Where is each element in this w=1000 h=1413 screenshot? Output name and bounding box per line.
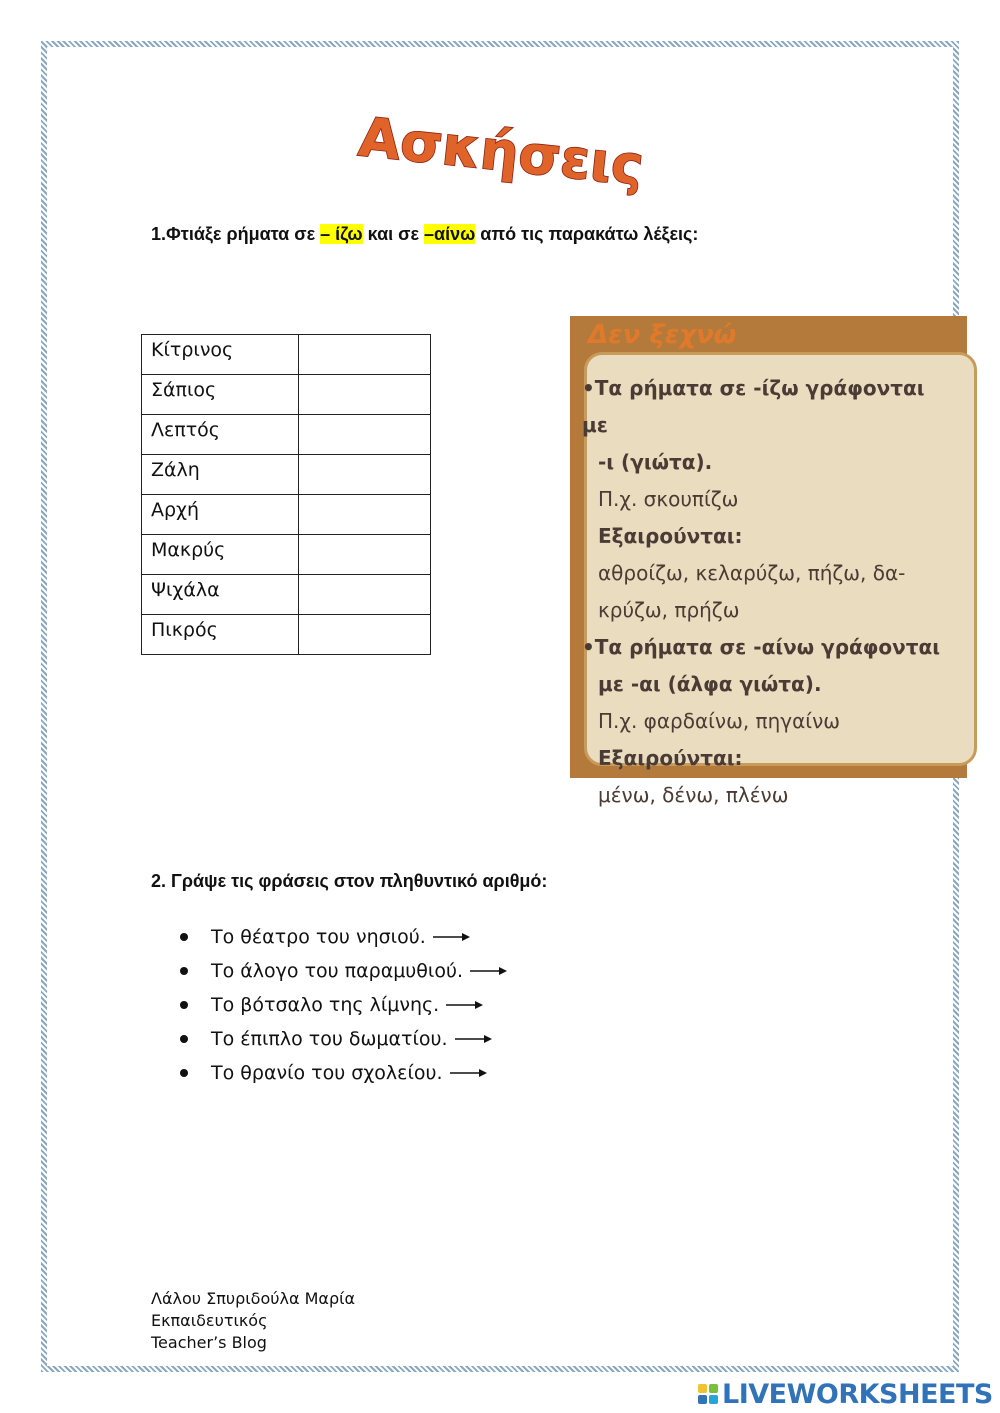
answer-cell[interactable] [299, 375, 431, 415]
worksheet-title [350, 105, 650, 198]
phrase-text: Το άλογο του παραμυθιού. [211, 960, 464, 982]
table-row [142, 615, 431, 655]
list-item [180, 1056, 509, 1090]
footer-role: Εκπαιδευτικός [151, 1311, 268, 1330]
note-line: αθροίζω, κελαρύζω, πήζω, δα- [598, 561, 906, 585]
words-table [141, 334, 431, 655]
answer-cell[interactable] [299, 415, 431, 455]
note-line: Π.χ. φαρδαίνω, πηγαίνω [598, 709, 840, 733]
liveworksheets-brand[interactable] [698, 1378, 993, 1410]
note-line: -ι (γιώτα). [598, 450, 713, 474]
answer-cell[interactable] [299, 615, 431, 655]
arrow-right-icon [432, 931, 472, 943]
note-line: μένω, δένω, πλένω [598, 783, 789, 807]
list-item [180, 988, 509, 1022]
bullet-icon [180, 933, 188, 941]
word-cell: Πικρός [142, 615, 299, 655]
list-item [180, 954, 509, 988]
answer-cell[interactable] [299, 495, 431, 535]
arrow-right-icon [445, 999, 485, 1011]
phrases-list [180, 920, 509, 1090]
note-line: •Τα ρήματα σε -αίνω γράφονται [582, 635, 941, 659]
answer-cell[interactable] [299, 575, 431, 615]
answer-cell[interactable] [299, 335, 431, 375]
word-cell: Λεπτός [142, 415, 299, 455]
table-row [142, 535, 431, 575]
note-line: •Τα ρήματα σε -ίζω γράφονται με [582, 376, 925, 437]
word-cell: Αρχή [142, 495, 299, 535]
table-row [142, 495, 431, 535]
bullet-icon [180, 1001, 188, 1009]
answer-cell[interactable] [299, 535, 431, 575]
table-row [142, 455, 431, 495]
phrase-text: Το θέατρο του νησιού. [211, 926, 426, 948]
word-cell: Ζάλη [142, 455, 299, 495]
answer-cell[interactable] [299, 455, 431, 495]
note-line: με -αι (άλφα γιώτα). [598, 672, 822, 696]
suffix-izo-highlight: – ίζω [320, 224, 363, 244]
liveworksheets-logo-icon [698, 1384, 718, 1404]
note-line: Εξαιρούνται: [598, 524, 743, 548]
arrow-right-icon [469, 965, 509, 977]
rule-note-photo [570, 316, 967, 807]
footer-blog: Teacher’s Blog [151, 1333, 267, 1352]
footer-author: Λάλου Σπυριδούλα Μαρία [151, 1289, 356, 1308]
phrase-text: Το βότσαλο της λίμνης. [211, 994, 440, 1016]
arrow-right-icon [449, 1067, 489, 1079]
title-text: Ασκήσεις [355, 105, 647, 198]
task1-text-middle: και σε [362, 224, 424, 244]
note-text [582, 370, 957, 814]
word-cell: Κίτρινος [142, 335, 299, 375]
word-cell: Ψιχάλα [142, 575, 299, 615]
note-line: Π.χ. σκουπίζω [598, 487, 739, 511]
arrow-right-icon [454, 1033, 494, 1045]
brand-text: LIVEWORKSHEETS [722, 1378, 993, 1410]
task1-instruction [151, 224, 698, 245]
note-heading: Δεν ξεχνώ [588, 320, 737, 350]
note-line: κρύζω, πρήζω [598, 598, 740, 622]
word-cell: Μακρύς [142, 535, 299, 575]
word-cell: Σάπιος [142, 375, 299, 415]
list-item [180, 920, 509, 954]
table-row [142, 335, 431, 375]
list-item [180, 1022, 509, 1056]
task2-instruction: 2. Γράψε τις φράσεις στον πληθυντικό αριθμό: [151, 871, 548, 891]
table-row [142, 375, 431, 415]
bullet-icon [180, 1069, 188, 1077]
table-row [142, 415, 431, 455]
bullet-icon [180, 1035, 188, 1043]
note-line: Εξαιρούνται: [598, 746, 743, 770]
task1-text-end: από τις παρακάτω λέξεις: [475, 224, 699, 244]
suffix-aino-highlight: –αίνω [424, 224, 476, 244]
phrase-text: Το θρανίο του σχολείου. [211, 1062, 443, 1084]
task1-text-start: 1.Φτιάξε ρήματα σε [151, 224, 321, 244]
footer [151, 1288, 355, 1354]
phrase-text: Το έπιπλο του δωματίου. [211, 1028, 448, 1050]
table-row [142, 575, 431, 615]
bullet-icon [180, 967, 188, 975]
